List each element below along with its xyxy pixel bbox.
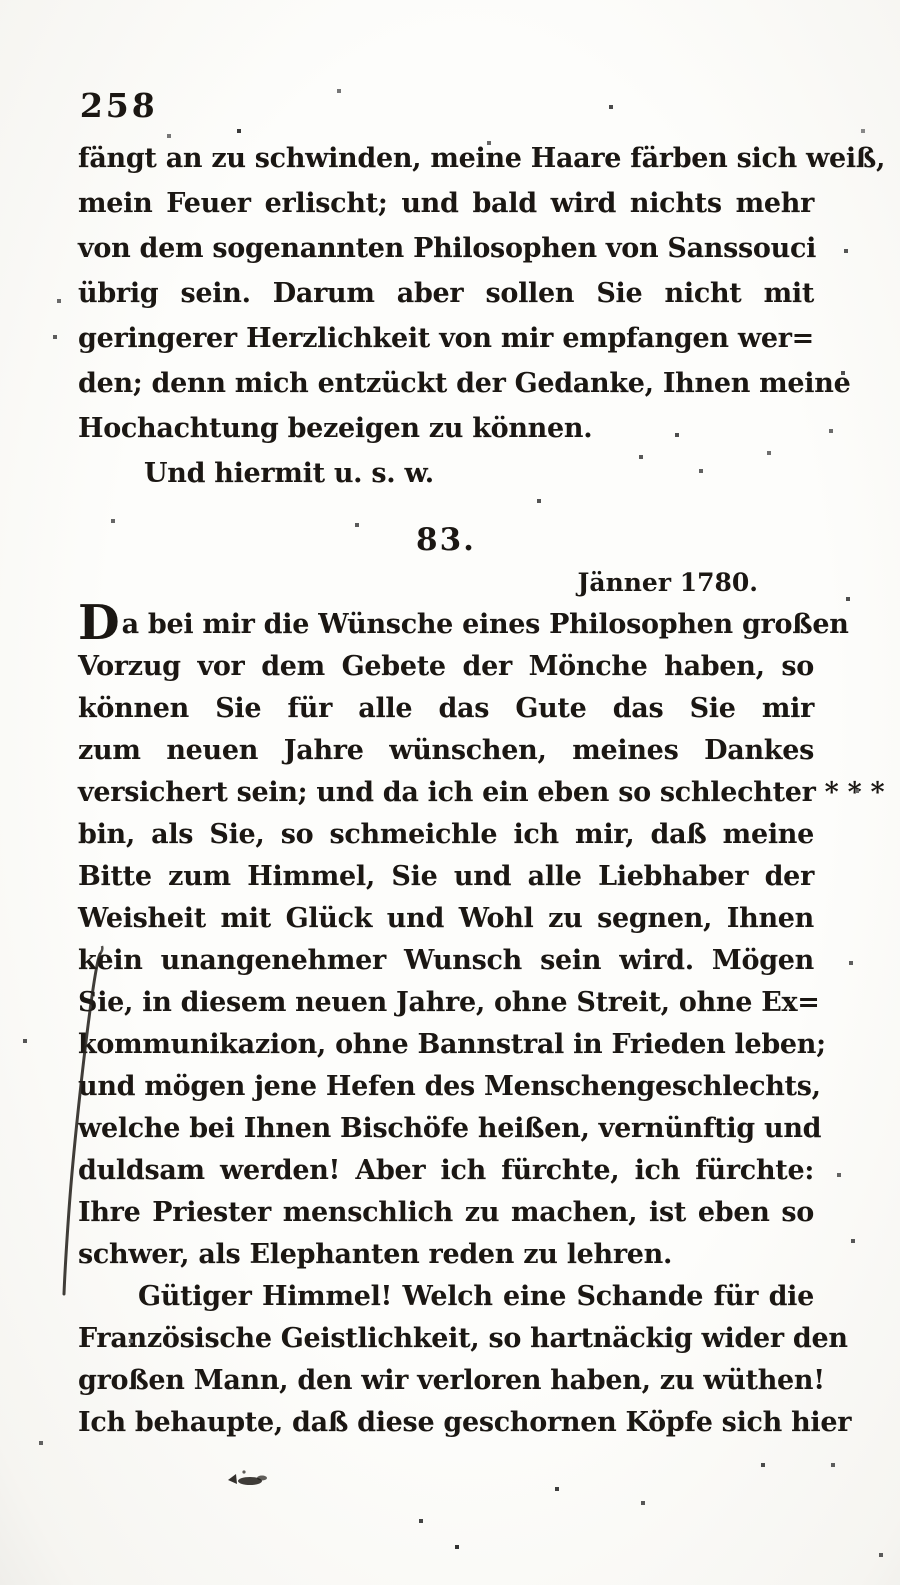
text-line: geringerer Herzlichkeit von mir empfangen wer=: [78, 323, 814, 354]
text-line: Weisheit mit Glück und Wohl zu segnen, Ihnen: [78, 903, 814, 934]
text-line: Hochachtung bezeigen zu können.: [78, 413, 593, 444]
text-line: und mögen jene Hefen des Menschengeschlechts,: [78, 1071, 821, 1102]
margin-stroke-mark: [56, 938, 116, 1313]
scan-dust-specks: [0, 0, 2, 2]
text-line: mein Feuer erlischt; und bald wird nichts mehr: [78, 188, 814, 219]
text-line: fängt an zu schwinden, meine Haare färben sich weiß,: [78, 143, 886, 174]
text-line: kommunikazion, ohne Bannstral in Frieden leben;: [78, 1029, 826, 1060]
text-line-paragraph-start: Gütiger Himmel! Welch eine Schande für die: [138, 1281, 814, 1312]
text-line: Französische Geistlichkeit, so hartnäckig wider den: [78, 1323, 848, 1354]
text-line: schwer, als Elephanten reden zu lehren.: [78, 1239, 673, 1270]
section-number-heading: 83.: [416, 522, 476, 558]
text-line: Vorzug vor dem Gebete der Mönche haben, so: [78, 651, 814, 682]
text-line: welche bei Ihnen Bischöfe heißen, vernünftig und: [78, 1113, 822, 1144]
text-line-first: [78, 595, 849, 651]
text-line: Bitte zum Himmel, Sie und alle Liebhaber der: [78, 861, 814, 892]
text-line: kein unangenehmer Wunsch sein wird. Mögen: [78, 945, 814, 976]
text-line: können Sie für alle das Gute das Sie mir: [78, 693, 814, 724]
first-line-text: a bei mir die Wünsche eines Philosophen großen: [121, 609, 849, 640]
letter-date: Jänner 1780.: [577, 568, 758, 597]
text-line: Ihre Priester menschlich zu machen, ist eben so: [78, 1197, 814, 1228]
text-line: zum neuen Jahre wünschen, meines Dankes: [78, 735, 814, 766]
text-line: versichert sein; und da ich ein eben so schlechter * * *: [78, 777, 885, 808]
paragraph-continuation: [78, 136, 886, 496]
text-line: Ich behaupte, daß diese geschornen Köpfe sich hier: [78, 1407, 852, 1438]
text-line: Sie, in diesem neuen Jahre, ohne Streit, ohne Ex=: [78, 987, 820, 1018]
text-line: bin, als Sie, so schmeichle ich mir, daß meine: [78, 819, 814, 850]
text-line: den; denn mich entzückt der Gedanke, Ihnen meine: [78, 368, 851, 399]
text-line: übrig sein. Darum aber sollen Sie nicht mit: [78, 278, 814, 309]
paragraph-letter-body: [78, 595, 885, 1444]
text-line-closing-formula: Und hiermit u. s. w.: [144, 458, 434, 489]
page-number: 258: [79, 86, 159, 125]
text-line: großen Mann, den wir verloren haben, zu wüthen!: [78, 1365, 825, 1396]
initial-capital: D: [78, 595, 120, 651]
text-line: duldsam werden! Aber ich fürchte, ich fürchte:: [78, 1155, 814, 1186]
text-line: von dem sogenannten Philosophen von Sanssouci: [78, 233, 817, 264]
ink-smudge: [222, 1466, 292, 1492]
